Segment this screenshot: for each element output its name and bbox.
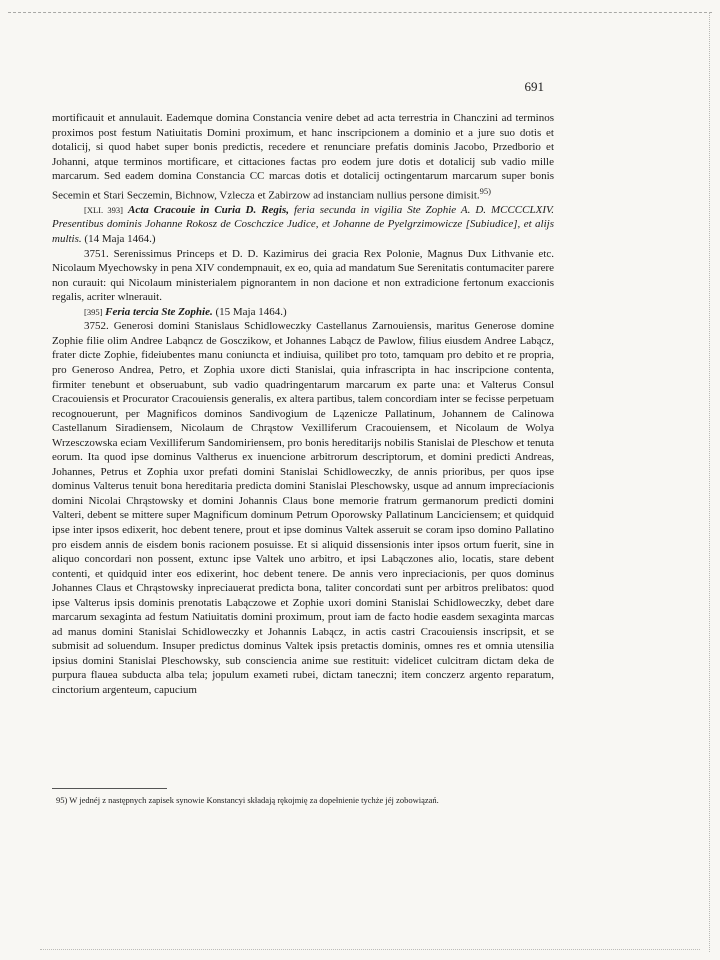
archive-reference: [XLI. 393] bbox=[84, 204, 124, 215]
paragraph-text: mortificauit et annulauit. Eademque domina Constancia venire debet ad acta terrestria in Chanczini ad terminos proximos post festum Natiuitatis Domini proximum, et hanc inscripcionem a dominio et a jure suo dotis et dotalicij, si quod habet super bonis predictis, recedere et renunciare prefatis dominis Jacobo, Przedborio et Johanni, atque terminos mortificare, et cittaciones factas pro eodem jure dotis et dotalicij sub vadio mille marcarum. Sed eadem domina Constancia CC marcas dotis et dotalicij octingentarum marcarum super bonis Secemin et Stari Seczemin, Bichnow, Vzlecza et Zabirzow ad instanciam nullius persone dimisit. bbox=[52, 112, 554, 202]
entry-3752 bbox=[52, 319, 554, 697]
paragraph-continuation bbox=[52, 111, 554, 203]
top-border-line bbox=[8, 12, 712, 13]
section-date: (15 Maja 1464.) bbox=[215, 305, 287, 318]
section-date: (14 Maja 1464.) bbox=[84, 233, 156, 246]
entry-3751 bbox=[52, 247, 554, 305]
archive-reference: [395] bbox=[84, 306, 103, 317]
entry-text: Serenissimus Princeps et D. D. Kazimirus dei gracia Rex Polonie, Magnus Dux Lithvanie etc. Nicolaum Myechowsky in pena XIV condempnauit, ex eo, quia ad mandatum Sue Serenitatis contumaciter parere non curauit: qui Nicolaum ministerialem pignorantem in non dacione et non extradicione fertonum exaccionis regalis, acriter wlnerauit. bbox=[52, 247, 554, 304]
section-header-feria bbox=[52, 305, 554, 320]
footnote-reference: 95) bbox=[479, 185, 492, 196]
section-title: Acta Cracouie in Curia D. Regis, bbox=[127, 203, 290, 216]
page-number: 691 bbox=[524, 79, 544, 94]
section-title: Feria tercia Ste Zophie. bbox=[105, 305, 213, 318]
entry-text: Generosi domini Stanislaus Schidloweczky Castellanus Zarnouiensis, maritus Generose domine Zophie filie olim Andree Labąncz de Gosczikow, et Johannes Labącz de Pawlow, filius eiusdem Andree Labącz, frater dicte Zophie, fideiubentes manu coniuncta et indiuisa, quilibet pro toto, tamquam pro debito et re propria, pro Generoso Andrea, Petro, et Zophia uxore dicti Stanislai, quia infrascripta in hac inscripcione contenta, firmiter tenebunt et obseruabunt, sub vadio quadringentarum marcarum ex parte una: et Valterus Consul Cracouiensis et Procurator Cracouiensis generalis, ex altera partibus, talem concordiam inter se fecisse perpetuam recognouerunt, per Magnificos dominos Sandivogium de Lązenicze Pallatinum, Johannem de Calinowa Castellanum Siradiensem, Nicolaum de Chrąstow Vexilliferum Cracouiensem, et Nicolaum de Wolya Wrzesczowska eciam Vexilliferum Sandomiriensem, pro bonis hereditarijs nobilis Stanislai de Pleschow et tenuta eorum. Ita quod ipse dominus Valtherus ex inuencione arbitrorum descriptorum, et domini predicti Andreas, Johannes, Petrus et Zophia uxor prefati domini Stanislai Schidloweczky, de annis prioribus, per quos ipse dominus Valterus tenuit bona hereditaria predicta domini Stanislai Pleschowsky, usque ad annum imprecíacionis domini Nicolai Chrąstowsky et domini Johannis Claus bone memorie fratrum germanorum predicti domini Valteri, debent se mittere super Magnificum dominum Petrum Oporowsky Pallatinum Lanciciensem; et quidquid ipse inter ipsos edixerit, hoc debent tenere, prout et ipse dominus Valtek asseruit se coram ipso domino Pallatino pro eisdem annis de eisdem bonis racionem posuisse. Et si aliquid dissensionis inter ipsos ortum fuerit, sine in aliquo concordari non possent, extunc ipse Valtek uno arbitro, et ipsi Labączones alio, locatis, stare debent contenti, et quidquid inter eos edixerint, hoc debent tenere. De annis vero inpreciacionis, per quos dominus Johannes Claus et Chrąstowsky inpreciauerat predicta bona, taliter concordati sunt per arbitros prelibatos: quod ipse Valterus ipsis dominis prenotatis Labączowe et Zophie uxori domini Stanislai Schidloweczky, debet dare marcarum sexaginta ad festum Natiuitatis domini proximum, prout iam de facto hodie easdem sexaginta marcas ad manus domini Stanislai Schidloweczky et Johannis Labącz, in actis castri Cracouiensis inscripsit, et se submisit ad soluendum. Insuper predictus dominus Valtek ipsis pretactis dominis, omnes res et omnia utensilia ipsius domini Stanislai Pleschowsky, sub consciencia anime sue restituit: videlicet culcitram dictam deka de purpura flauea subducta alba tela; jopulum exameti rubei, dictam taneczni; item conczerz argento reparatum, cinctorium argenteum, capucium bbox=[52, 320, 554, 696]
main-text-block bbox=[52, 111, 554, 698]
entry-number: 3752. bbox=[84, 320, 109, 333]
footnote-divider bbox=[52, 788, 167, 789]
entry-number: 3751. bbox=[84, 247, 109, 260]
section-header-acta bbox=[52, 203, 554, 247]
section-subtitle: feria secunda in vigilia Ste Zophie A. D. MCCCCLXIV. Presentibus dominis Johanne Rokosz de Coschczice Judice, et Johanne de Pyelgrzimowicze [Subiudice], et alijs multis. bbox=[52, 203, 555, 246]
right-border-line bbox=[709, 12, 710, 952]
bottom-border-line bbox=[40, 949, 700, 950]
footnote: 95) W jednéj z następnych zapisek synowie Konstancyi składają rękojmię za dopełnienie tychże jéj zobowiązań. bbox=[56, 795, 439, 805]
